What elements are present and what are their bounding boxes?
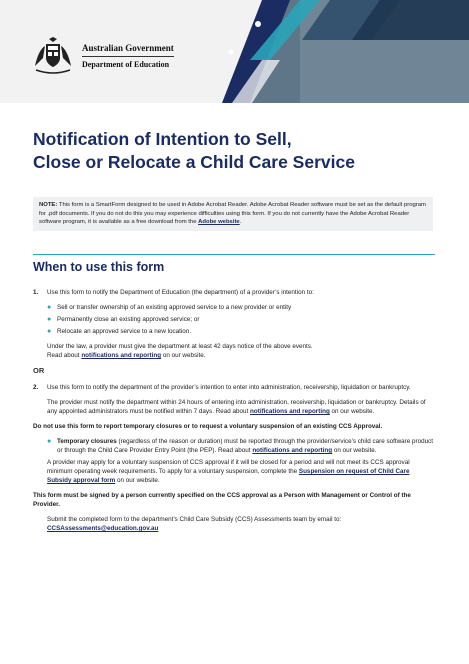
list-item <box>47 315 435 324</box>
temp-closures-post: on our website. <box>332 447 377 454</box>
note-text: This form is a SmartForm designed to be used in Adobe Acrobat Reader. Adobe Acrobat Reader software must be set as the default program for .pdf documents. If you do not do this you may experience difficulties using this form. If you do not currently have the Adobe Acrobat Reader software program, it is available as a free download from the <box>39 202 426 226</box>
read-pre: Read about <box>47 352 82 359</box>
notifications-reporting-link[interactable]: notifications and reporting <box>81 352 162 359</box>
bullet-icon: ● <box>47 328 52 335</box>
suspension-form-link[interactable]: Suspension on request of Child Care Subsidy approval form <box>47 468 410 484</box>
bullet-icon: ● <box>47 304 52 311</box>
item-2-number: 2. <box>33 384 39 391</box>
bullet-text: Sell or transfer ownership of an existing approved service to a new provider or entity <box>57 304 292 311</box>
notifications-reporting-link[interactable]: notifications and reporting <box>250 408 330 415</box>
item-1-law: Under the law, a provider must give the department at least 42 days notice of the above events. <box>47 343 313 350</box>
section-heading: When to use this form <box>33 260 165 274</box>
item-2-para <box>33 398 435 416</box>
submit-instructions: Submit the completed form to the department’s Child Care Subsidy (CCS) Assessments team by email to: <box>47 516 342 523</box>
or-separator: OR <box>33 366 45 375</box>
item-2-text: Use this form to notify the department of the provider’s intention to enter into administration, receivership, liquidation or bankruptcy. <box>47 384 411 391</box>
signature-requirement: This form must be signed by a person currently specified on the CCS approval as a Person with Management or Control of the Provider. <box>33 492 411 508</box>
page-header <box>0 0 469 103</box>
bullet-icon: ● <box>47 438 52 445</box>
title-line-1: Notification of Intention to Sell, <box>33 129 292 149</box>
notifications-reporting-link[interactable]: notifications and reporting <box>252 447 333 454</box>
note-label: NOTE: <box>39 202 58 208</box>
item-2-para-post: on our website. <box>329 408 375 415</box>
adobe-website-link[interactable]: Adobe website <box>198 219 240 226</box>
bullet-text: Permanently close an existing approved service; or <box>57 316 200 323</box>
read-post: on our website. <box>161 352 206 359</box>
list-item <box>47 303 435 312</box>
note-box <box>33 197 433 231</box>
gov-logo <box>30 36 174 76</box>
title-line-2: Close or Relocate a Child Care Service <box>33 152 355 172</box>
suspension-text: A provider may apply for a voluntary suspension of CCS approval if it will be closed for a period and will not meet its CCS approval minimum operating week requirements. To apply for a voluntary suspension, complete the <box>47 459 410 475</box>
section-divider <box>33 254 435 255</box>
email-link[interactable]: CCSAssessments@education.gov.au <box>47 525 159 532</box>
item-1-number: 1. <box>33 289 39 296</box>
item-2 <box>33 383 435 392</box>
suspension-para <box>33 458 435 485</box>
temp-closures-text: (regardless of the reason or duration) must be reported through the provider/service’s child care software product or through the Child Care Provider Entry Point (the PEP). Read about <box>57 438 434 454</box>
note-end: . <box>239 219 242 226</box>
bullet-icon: ● <box>47 316 52 323</box>
item-1-text: Use this form to notify the Department of Education (the department) of a provider’s intention to: <box>47 289 314 296</box>
list-item <box>47 327 435 336</box>
gov-name: Australian Government <box>82 43 174 57</box>
item-1-read <box>33 351 435 360</box>
temp-closures-label: Temporary closures <box>57 438 117 445</box>
dept-name: Department of Education <box>82 60 170 70</box>
page-title <box>33 128 355 174</box>
list-item <box>47 437 435 455</box>
coat-of-arms-icon <box>30 36 76 76</box>
section-content <box>33 288 435 533</box>
item-2-para-text: The provider must notify the department within 24 hours of entering into administration, receivership, liquidation or bankruptcy. Details of any appointed administrators must be notified within 7 days. Read about <box>47 399 426 415</box>
do-not-use-notice: Do not use this form to report temporary closures or to request a voluntary suspension of an existing CCS Approval. <box>33 423 383 430</box>
item-1 <box>33 288 435 297</box>
suspension-post: on our website. <box>115 477 160 484</box>
bullet-text: Relocate an approved service to a new location. <box>57 328 192 335</box>
